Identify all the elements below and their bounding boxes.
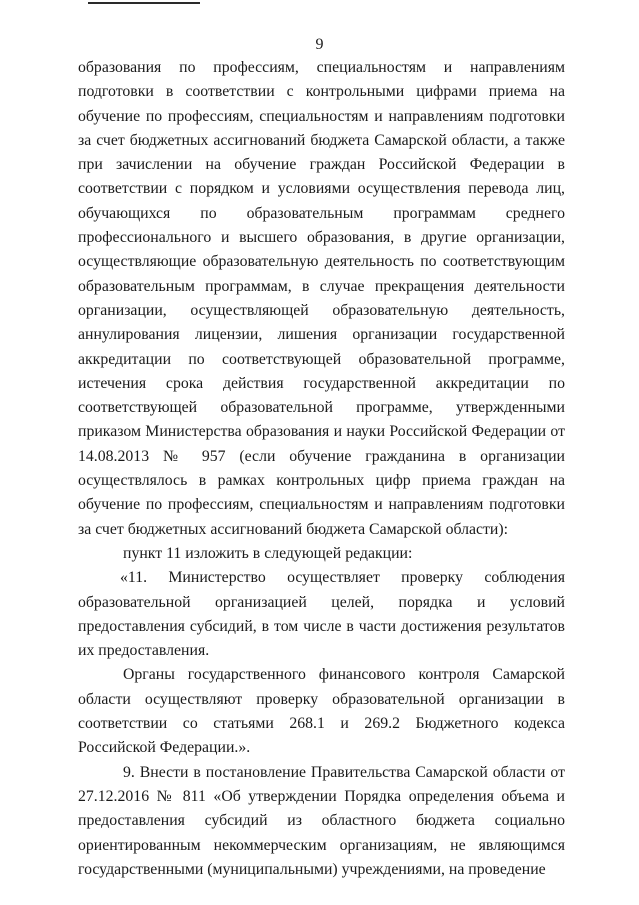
paragraph-clause-11: «11. Министерство осуществляет проверку соблюдения образовательной организацией целей, порядка и условий предоставления субсидий, в том числе в части достижения результатов их предоставления. — [78, 569, 565, 660]
paragraph-amendment-instruction: пункт 11 изложить в следующей редакции: — [123, 544, 413, 562]
paragraph-item-9: 9. Внести в постановление Правительства Самарской области от 27.12.2016 № 811 «Об утверждении Порядка определения объема и предоставления субсидий из областного бюджета социально ориентированным некоммерческим организациям, не являющимся государственными (муниципальными) учреждениями, на проведение — [78, 763, 565, 878]
paragraph-financial-control: Органы государственного финансового контроля Самарской области осуществляют проверку образовательной организации в соответствии со статьями 268.1 и 269.2 Бюджетного кодекса Российской Федерации.». — [78, 666, 565, 757]
top-edge-rule — [88, 2, 200, 4]
page-number: 9 — [315, 36, 324, 53]
document-body — [78, 56, 565, 882]
paragraph-continuation: образования по профессиям, специальностям и направлениям подготовки в соответствии с контрольными цифрами приема на обучение по профессиям, специальностям и направлениям подготовки за счет бюджетных ассигнований бюджета Самарской области, а также при зачислении на обучение граждан Российской Федерации в соответствии с порядком и условиями осуществления перевода лиц, обучающихся по образовательным программам среднего профессионального и высшего образования, в другие организации, осуществляющие образовательную деятельность по соответствующим образовательным программам, в случае прекращения деятельности организации, осуществляющей образовательную деятельность, аннулирования лицензии, лишения организации государственной аккредитации по соответствующей образовательной программе, истечения срока действия государственной аккредитации по соответствующей образовательной программе, утвержденными приказом Министерства образования и науки Российской Федерации от 14.08.2013 № 957 (если обучение гражданина в организации осуществлялось в рамках контрольных цифр приема граждан на обучение по профессиям, специальностям и направлениям подготовки за счет бюджетных ассигнований бюджета Самарской области): — [78, 59, 565, 538]
